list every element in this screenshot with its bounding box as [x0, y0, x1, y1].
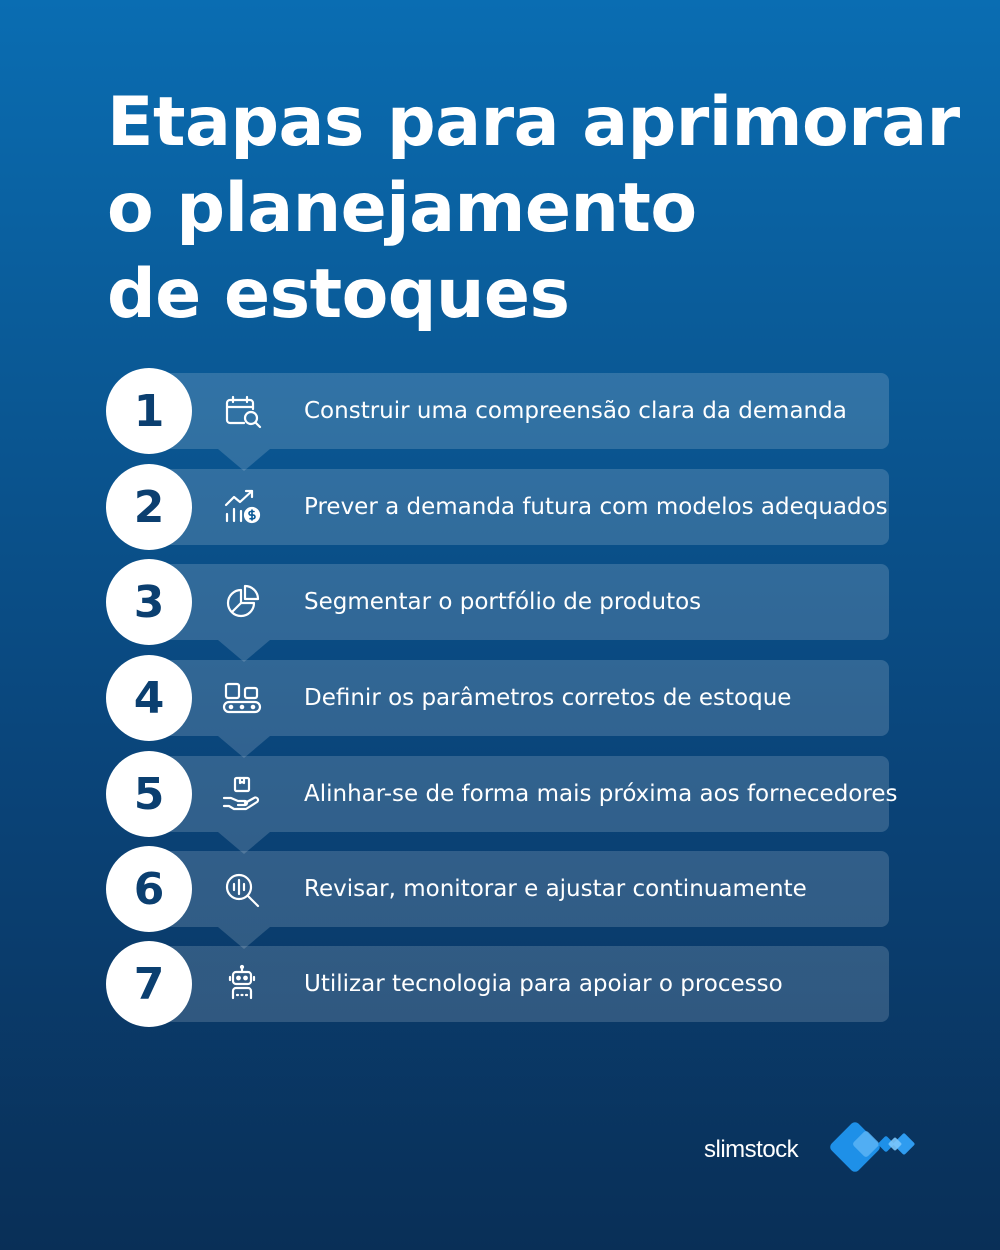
hand-box-icon — [220, 774, 264, 814]
slimstock-diamond-icon — [822, 1118, 932, 1186]
chart-dollar-icon — [220, 487, 264, 527]
step-number-badge: 5 — [106, 751, 192, 837]
step-item-3 — [0, 544, 1000, 640]
step-label: Segmentar o portfólio de produtos — [304, 589, 702, 615]
title-line-2: o planejamento — [107, 169, 697, 248]
pie-chart-icon — [220, 582, 264, 622]
step-number-badge: 4 — [106, 655, 192, 741]
step-item-5 — [0, 736, 1000, 832]
step-item-2 — [0, 449, 1000, 545]
step-label: Definir os parâmetros corretos de estoque — [304, 685, 792, 711]
step-label: Prever a demanda futura com modelos adequados — [304, 494, 888, 520]
step-item-7 — [0, 926, 1000, 1022]
brand-name: slimstock — [704, 1136, 799, 1163]
step-item-6 — [0, 831, 1000, 927]
magnifier-chart-icon — [220, 869, 264, 909]
calendar-search-icon — [220, 391, 264, 431]
step-label: Revisar, monitorar e ajustar continuamente — [304, 876, 807, 902]
step-number-badge: 2 — [106, 464, 192, 550]
step-number-badge: 6 — [106, 846, 192, 932]
step-number-badge: 1 — [106, 368, 192, 454]
step-number-badge: 3 — [106, 559, 192, 645]
robot-icon — [220, 964, 264, 1004]
brand-logo — [704, 1118, 934, 1188]
conveyor-boxes-icon — [220, 678, 264, 718]
step-item-4 — [0, 640, 1000, 736]
step-number-badge: 7 — [106, 941, 192, 1027]
title-line-3: de estoques — [107, 255, 570, 334]
step-item-1 — [0, 353, 1000, 449]
title-line-1: Etapas para aprimorar — [107, 83, 960, 162]
step-label: Utilizar tecnologia para apoiar o processo — [304, 971, 783, 997]
step-label: Construir uma compreensão clara da demanda — [304, 398, 847, 424]
step-label: Alinhar-se de forma mais próxima aos fornecedores — [304, 781, 898, 807]
